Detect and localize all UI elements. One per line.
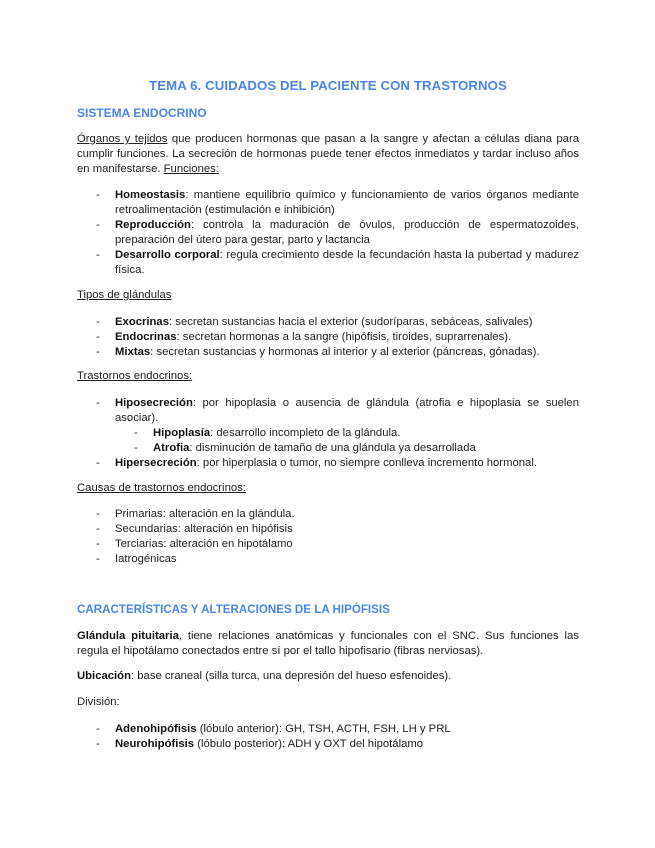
term-hiposecrecion: Hiposecreción [115,397,193,409]
list-item [77,188,579,218]
funciones-list [77,188,579,278]
dash-bullet: - [96,397,100,409]
term-desarrollo-corporal: Desarrollo corporal [115,249,220,261]
tipos-heading: Tipos de glándulas [77,289,172,301]
term-glandula-pituitaria: Glándula pituitaria [77,630,179,642]
tipos-list [77,315,579,360]
item-text: (lóbulo anterior): GH, TSH, ACTH, FSH, LH y PRL [196,723,451,735]
trastornos-list [77,396,579,471]
term-exocrinas: Exocrinas [115,316,170,328]
section-heading-endocrino: SISTEMA ENDOCRINO [77,106,207,120]
item-text: : por hipoplasia o ausencia de glándula (atrofia e hipoplasia se suelen asociar). [115,397,579,424]
list-item [77,722,579,737]
division-label: División: [77,696,120,708]
causas-list [77,507,579,567]
item-text: Primarias: alteración en la glándula. [115,508,295,520]
glandula-text: , tiene relaciones anatómicas y funcionales con el SNC. Sus funciones las regula el hipotálamo conectados entre sí por el tallo hipofisario (fibras nerviosas). [77,630,579,657]
dash-bullet: - [96,508,100,520]
term-adenohipofisis: Adenohipófisis [115,723,197,735]
item-text: : secretan hormonas a la sangre (hipófisis, tiroides, suprarrenales). [176,331,512,343]
list-item [77,218,579,248]
item-text: Terciarias: alteración en hipotálamo [115,538,293,550]
dash-bullet: - [96,538,100,550]
term-neurohipofisis: Neurohipófisis [115,738,195,750]
intro-link-text: Órganos y tejidos [77,133,168,145]
item-text: : controla la maduración de óvulos, producción de espermatozoides, preparación del útero para gestar, parto y lactancia [115,219,579,246]
dash-bullet: - [96,553,100,565]
list-item [77,552,579,567]
intro-text: que producen hormonas que pasan a la sangre y afectan a células diana para cumplir funciones. La secreción de hormonas puede tener efectos inmediatos y tardar incluso años en manifestarse. [77,133,579,175]
list-item [77,456,579,471]
item-text: : por hiperplasia o tumor, no siempre conlleva incremento hormonal. [196,457,537,469]
dash-bullet: - [96,738,100,750]
term-hipersecrecion: Hipersecreción [115,457,197,469]
list-item [77,396,579,456]
item-text: : secretan sustancias hacia el exterior (sudoríparas, sebáceas, salivales) [169,316,533,328]
list-item [77,522,579,537]
dash-bullet: - [96,249,100,261]
dash-bullet: - [96,189,100,201]
dash-bullet: - [96,316,100,328]
list-item [77,248,579,278]
intro-paragraph [77,132,579,177]
list-item [77,537,579,552]
list-item [77,315,579,330]
term-reproduccion: Reproducción [115,219,191,231]
list-item [77,330,579,345]
trastornos-heading: Trastornos endocrinos: [77,370,193,382]
term-hipoplasia: Hipoplasía [153,427,211,439]
term-ubicacion: Ubicación [77,670,131,682]
dash-bullet: - [96,523,100,535]
list-item [77,507,579,522]
item-text: : desarrollo incompleto de la glándula. [210,427,401,439]
dash-bullet: - [134,442,138,454]
term-homeostasis: Homeostasis [115,189,186,201]
funciones-label: Funciones: [163,163,219,175]
term-mixtas: Mixtas [115,346,151,358]
dash-bullet: - [96,457,100,469]
item-text: : regula crecimiento desde la fecundación hasta la pubertad y madurez física. [115,249,579,276]
list-item [115,426,579,441]
causas-heading: Causas de trastornos endocrinos: [77,482,246,494]
section-heading-hipofisis: CARACTERÍSTICAS Y ALTERACIONES DE LA HIPÓFISIS [77,603,390,616]
ubicacion-text: : base craneal (silla turca, una depresión del hueso esfenoides). [131,670,452,682]
item-text: : secretan sustancias y hormonas al interior y al exterior (páncreas, gónadas). [150,346,540,358]
list-item [115,441,579,456]
term-atrofia: Atrofia [153,442,190,454]
item-text: : disminución de tamaño de una glándula ya desarrollada [189,442,476,454]
dash-bullet: - [96,723,100,735]
document-title: TEMA 6. CUIDADOS DEL PACIENTE CON TRASTORNOS [149,78,507,93]
dash-bullet: - [134,427,138,439]
dash-bullet: - [96,346,100,358]
division-list [77,722,579,752]
hiposecrecion-sublist [115,426,579,456]
item-text: (lóbulo posterior): ADH y OXT del hipotálamo [194,738,424,750]
dash-bullet: - [96,331,100,343]
item-text: Secundarias: alteración en hipófisis [115,523,293,535]
dash-bullet: - [96,219,100,231]
glandula-paragraph [77,629,579,659]
list-item [77,345,579,360]
item-text: Iatrogénicas [115,553,177,565]
ubicacion-paragraph [77,670,451,682]
term-endocrinas: Endocrinas [115,331,177,343]
list-item [77,737,579,752]
item-text: : mantiene equilibrio químico y funcionamiento de varios órganos mediante retroalimentación (estimulación e inhibición) [115,189,579,216]
